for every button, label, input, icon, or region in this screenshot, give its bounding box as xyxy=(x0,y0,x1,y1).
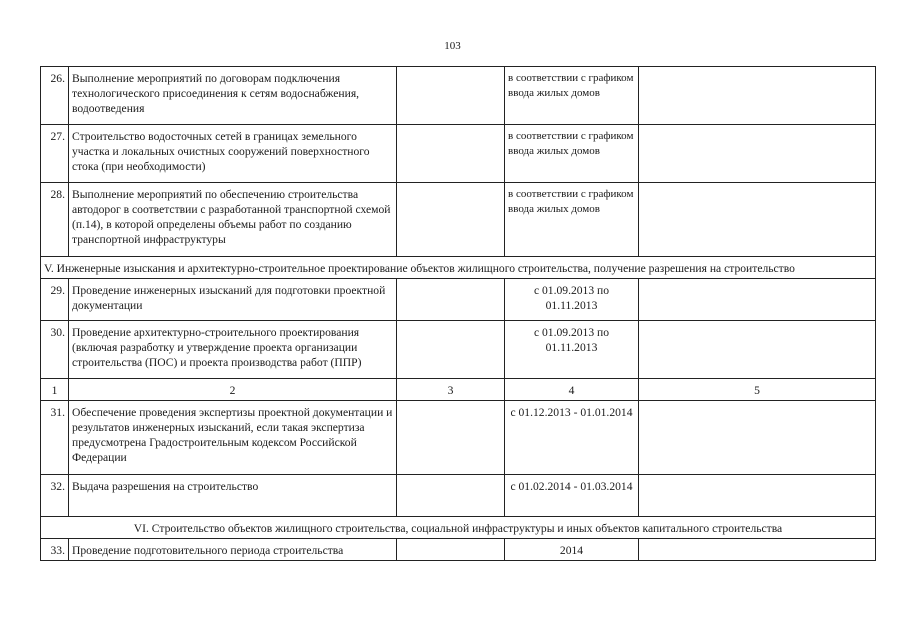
column-number: 3 xyxy=(397,379,505,401)
table-row xyxy=(41,67,876,125)
row-number: 27. xyxy=(41,125,69,183)
empty-cell xyxy=(397,125,505,183)
empty-cell xyxy=(639,321,876,379)
section-heading-v: V. Инженерные изыскания и архитектурно-строительное проектирование объектов жилищного строительства, получение разрешения на строительство xyxy=(41,257,876,279)
empty-cell xyxy=(639,401,876,475)
activity-text: Проведение инженерных изысканий для подготовки проектной документации xyxy=(69,279,397,321)
empty-cell xyxy=(639,125,876,183)
empty-cell xyxy=(639,475,876,517)
column-number: 5 xyxy=(639,379,876,401)
table-row xyxy=(41,475,876,517)
empty-cell xyxy=(397,279,505,321)
empty-cell xyxy=(397,401,505,475)
section-row xyxy=(41,517,876,539)
empty-cell xyxy=(639,279,876,321)
empty-cell xyxy=(397,539,505,561)
empty-cell xyxy=(639,67,876,125)
term-text: с 01.12.2013 - 01.01.2014 xyxy=(505,401,639,475)
column-number: 2 xyxy=(69,379,397,401)
table-row xyxy=(41,279,876,321)
table-row xyxy=(41,125,876,183)
empty-cell xyxy=(397,67,505,125)
term-text: с 01.09.2013 по 01.11.2013 xyxy=(505,279,639,321)
page-number: 103 xyxy=(444,40,461,52)
row-number: 31. xyxy=(41,401,69,475)
section-heading-vi: VI. Строительство объектов жилищного строительства, социальной инфраструктуры и иных объектов капитального строительства xyxy=(41,517,876,539)
term-text: в соответствии с графиком ввода жилых домов xyxy=(505,67,639,125)
activity-text: Обеспечение проведения экспертизы проектной документации и результатов инженерных изысканий, если такая экспертиза предусмотрена Градостроительным кодексом Российской Федерации xyxy=(69,401,397,475)
term-text: в соответствии с графиком ввода жилых домов xyxy=(505,125,639,183)
table-row xyxy=(41,539,876,561)
row-number: 29. xyxy=(41,279,69,321)
activity-text: Проведение подготовительного периода строительства xyxy=(69,539,397,561)
row-number: 32. xyxy=(41,475,69,517)
section-row xyxy=(41,257,876,279)
empty-cell xyxy=(639,183,876,257)
empty-cell xyxy=(397,183,505,257)
term-text: с 01.09.2013 по 01.11.2013 xyxy=(505,321,639,379)
term-text: 2014 xyxy=(505,539,639,561)
empty-cell xyxy=(639,539,876,561)
schedule-table xyxy=(40,66,876,561)
activity-text: Выполнение мероприятий по обеспечению строительства автодорог в соответствии с разработанной транспортной схемой (п.14), в которой определены объемы работ по созданию транспортной инфраструктуры xyxy=(69,183,397,257)
activity-text: Проведение архитектурно-строительного проектирования (включая разработку и утверждение проекта организации строительства (ПОС) и проекта производства работ (ППР) xyxy=(69,321,397,379)
term-text: в соответствии с графиком ввода жилых домов xyxy=(505,183,639,257)
empty-cell xyxy=(397,321,505,379)
table-row xyxy=(41,183,876,257)
row-number: 33. xyxy=(41,539,69,561)
activity-text: Выдача разрешения на строительство xyxy=(69,475,397,517)
column-number: 1 xyxy=(41,379,69,401)
activity-text: Строительство водосточных сетей в границах земельного участка и локальных очистных сооружений поверхностного стока (при необходимости) xyxy=(69,125,397,183)
activity-text: Выполнение мероприятий по договорам подключения технологического присоединения к сетям водоснабжения, водоотведения xyxy=(69,67,397,125)
empty-cell xyxy=(397,475,505,517)
row-number: 28. xyxy=(41,183,69,257)
term-text: с 01.02.2014 - 01.03.2014 xyxy=(505,475,639,517)
column-number: 4 xyxy=(505,379,639,401)
table-row xyxy=(41,401,876,475)
column-number-row xyxy=(41,379,876,401)
row-number: 30. xyxy=(41,321,69,379)
table-row xyxy=(41,321,876,379)
row-number: 26. xyxy=(41,67,69,125)
